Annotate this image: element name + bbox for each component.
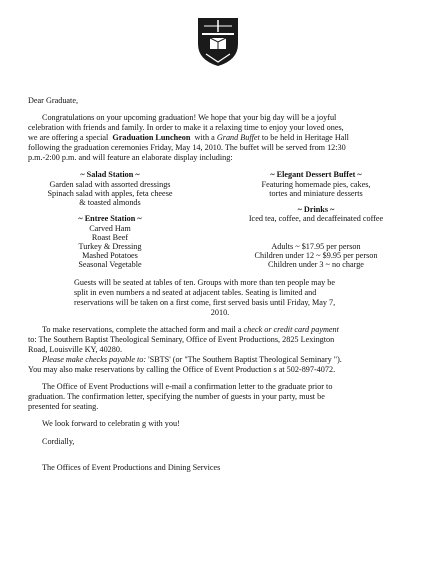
intro-line: we are offering a special Graduation Luncheon with a Grand Buffet to be held in Heritage Hall xyxy=(28,133,349,142)
menu-item: Iced tea, coffee, and decaffeinated coffee xyxy=(248,214,384,223)
intro-line: p.m.-2:00 p.m. and will feature an elaborate display including: xyxy=(28,153,233,162)
menu-item: Carved Ham xyxy=(89,224,131,233)
menu-item: & toasted almonds xyxy=(79,198,141,207)
dessert-buffet-title: ~ Elegant Dessert Buffet ~ xyxy=(270,170,362,179)
price-line: Children under 12 ~ $9.95 per person xyxy=(254,251,378,260)
seminary-crest-icon xyxy=(196,16,240,68)
seating-line: Guests will be seated at tables of ten. Groups with more than ten people may be xyxy=(74,278,336,287)
confirmation-line: presented for seating. xyxy=(28,402,99,411)
drinks-title: ~ Drinks ~ xyxy=(297,205,335,214)
menu-item: Featuring homemade pies, cakes, xyxy=(261,180,371,189)
intro-line: Congratulations on your upcoming graduation! We hope that your big day will be a joyful xyxy=(42,113,337,122)
salad-station-title: ~ Salad Station ~ xyxy=(80,170,140,179)
confirmation-line: The Office of Event Productions will e-mail a confirmation letter to the graduate prior to xyxy=(42,382,333,391)
menu-item: Seasonal Vegetable xyxy=(78,260,142,269)
intro-line: celebration with friends and family. In order to make it a relaxing time to enjoy your loved ones, xyxy=(28,123,344,132)
closing-line: We look forward to celebratin g with you! xyxy=(42,419,180,428)
reservation-line: To make reservations, complete the attached form and mail a check or credit card payment xyxy=(42,325,339,334)
menu-item: tortes and miniature desserts xyxy=(269,189,363,198)
closing-signature: The Offices of Event Productions and Dining Services xyxy=(42,463,221,472)
reservation-line: Road, Louisville KY, 40280. xyxy=(28,345,123,354)
reservation-line: You may also make reservations by calling the Office of Event Production s at 502-897-4072. xyxy=(28,365,336,374)
menu-item: Mashed Potatoes xyxy=(82,251,138,260)
closing-cordially: Cordially, xyxy=(42,437,75,446)
menu-item: Roast Beef xyxy=(91,233,129,242)
price-line: Children under 3 ~ no charge xyxy=(268,260,364,269)
seating-line: 2010. xyxy=(210,308,230,317)
reservation-line: to: The Southern Baptist Theological Seminary, Office of Event Productions, 2825 Lexington xyxy=(28,335,335,344)
menu-item: Turkey & Dressing xyxy=(78,242,142,251)
price-line: Adults ~ $17.95 per person xyxy=(271,242,361,251)
seating-line: split in even numbers a nd seated at adjacent tables. Seating is limited and xyxy=(74,288,317,297)
intro-line: following the graduation ceremonies Friday, May 14, 2010. The buffet will be served from 12:30 xyxy=(28,143,346,152)
menu-item: Spinach salad with apples, feta cheese xyxy=(47,189,173,198)
salutation: Dear Graduate, xyxy=(28,96,79,105)
menu-item: Garden salad with assorted dressings xyxy=(49,180,171,189)
seating-line: reservations will be taken on a first come, first served basis until Friday, May 7, xyxy=(74,298,336,307)
entree-station-title: ~ Entree Station ~ xyxy=(78,214,142,223)
confirmation-line: graduation. The confirmation letter, specifying the number of guests in your party, must be xyxy=(28,392,325,401)
reservation-line: Please make checks payable to: 'SBTS' (or "The Southern Baptist Theological Seminary "). xyxy=(42,355,342,364)
